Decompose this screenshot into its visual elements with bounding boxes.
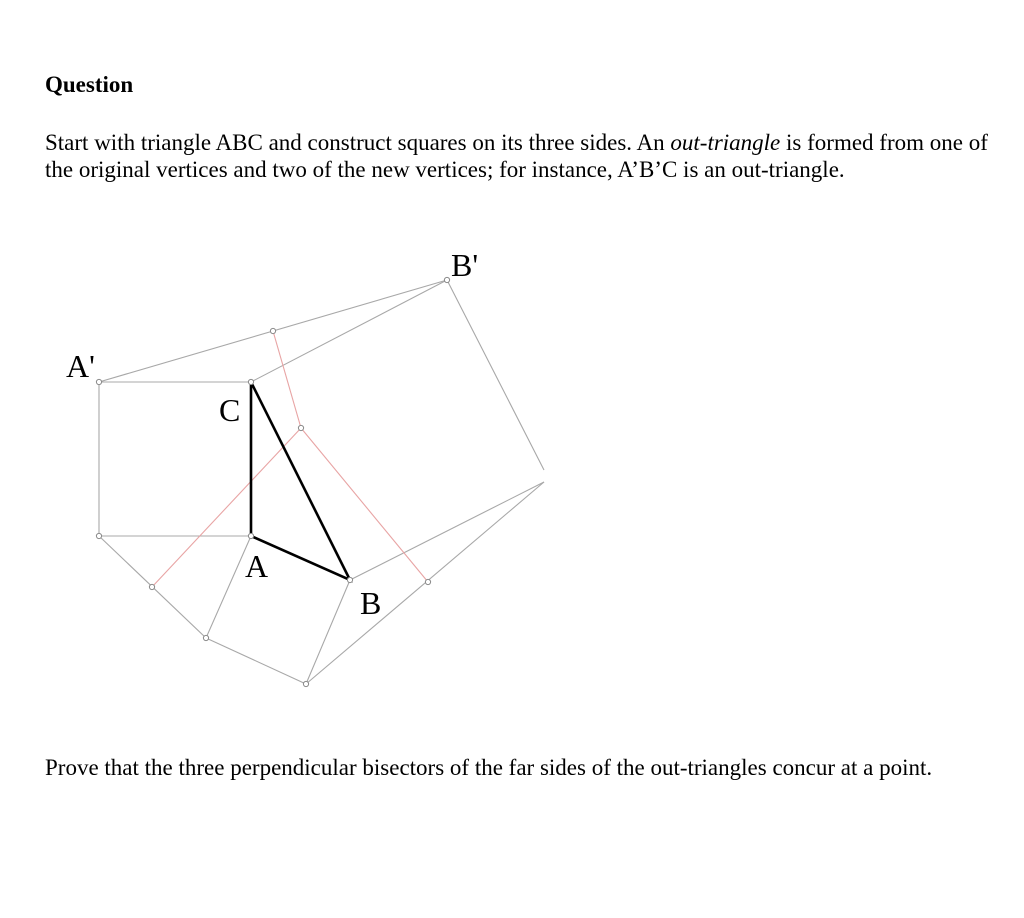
point-b-prime xyxy=(444,277,449,282)
square-on-ab xyxy=(206,536,350,684)
construction-lines xyxy=(99,280,544,684)
label-a-prime: A' xyxy=(66,348,95,384)
point-concurrency xyxy=(298,425,303,430)
point-a xyxy=(248,533,253,538)
out-triangle-term: out-triangle xyxy=(670,130,781,155)
question-prompt: Prove that the three perpendicular bisectors of the far sides of the out-triangles concur at a point. xyxy=(45,755,933,780)
label-b-prime: B' xyxy=(451,247,479,283)
bisector-top xyxy=(273,331,301,428)
intro-text-end: is formed from one of the original vertices and two of the new vertices; for instance, A’B’C is an out-triangle. xyxy=(45,130,988,182)
question-heading: Question xyxy=(45,72,134,97)
point-ab-square-left xyxy=(203,635,208,640)
label-b: B xyxy=(360,585,382,621)
bisector-right xyxy=(301,428,428,582)
label-c: C xyxy=(219,392,241,428)
intro-text-start: Start with triangle ABC and construct squares on its three sides. An xyxy=(45,130,671,155)
point-a-prime-b-prime-midpoint xyxy=(270,328,275,333)
out-triangle-side-b-lower xyxy=(306,482,544,684)
bisector-left xyxy=(152,428,301,587)
label-a: A xyxy=(245,548,269,584)
point-a-prime xyxy=(96,379,101,384)
point-c xyxy=(248,379,253,384)
vertex-points xyxy=(96,277,449,686)
point-b xyxy=(347,577,352,582)
point-right-midpoint xyxy=(425,579,430,584)
point-left-midpoint xyxy=(149,584,154,589)
out-triangle-side-b-upper xyxy=(350,482,544,580)
point-left-square-corner xyxy=(96,533,101,538)
square-on-bc xyxy=(251,280,544,470)
point-ab-square-bottom xyxy=(303,681,308,686)
